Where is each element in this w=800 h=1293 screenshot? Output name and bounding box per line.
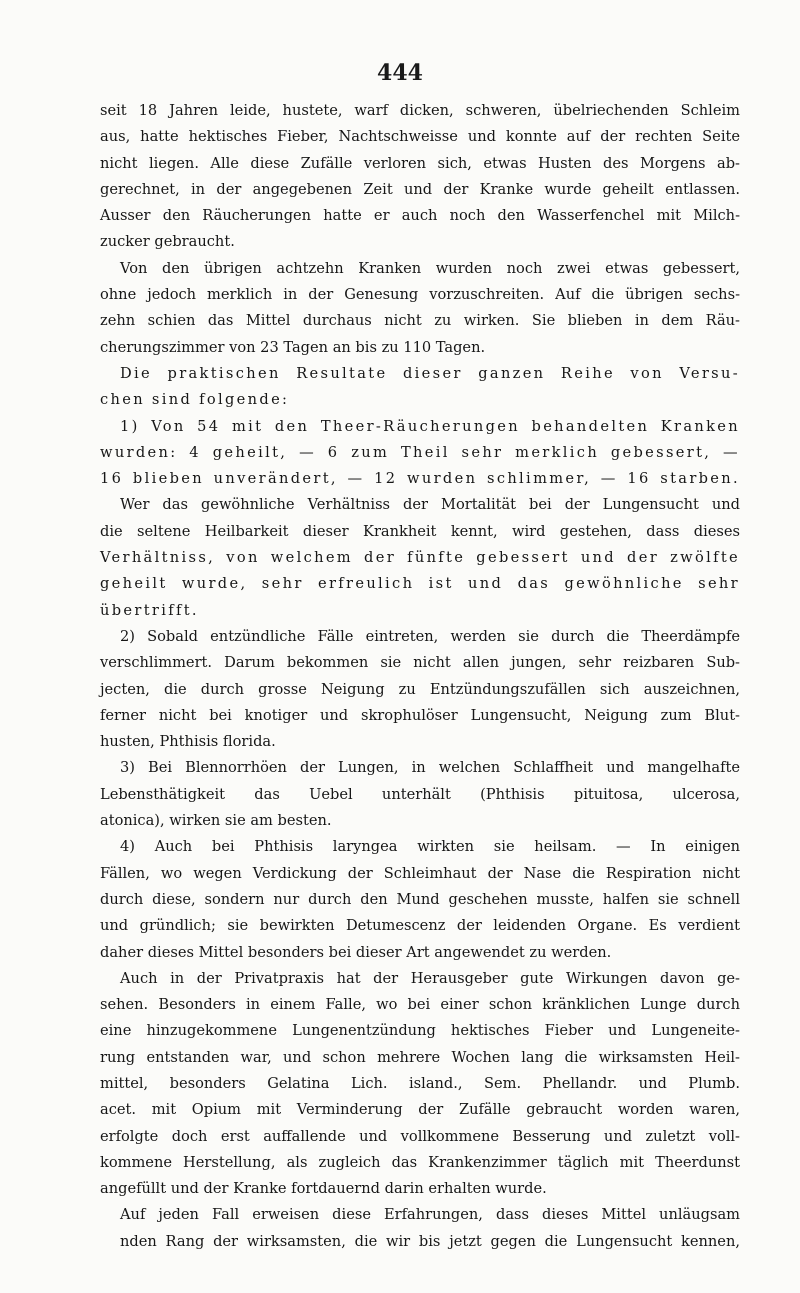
text-line: 16 blieben unverändert, — 12 wurden schlimmer, — 16 starben. bbox=[100, 470, 740, 488]
text-line: verschlimmert. Darum bekommen sie nicht allen jungen, sehr reizbaren Sub- bbox=[100, 654, 740, 672]
text-line: 1) Von 54 mit den Theer-Räucherungen behandelten Kranken bbox=[120, 417, 740, 435]
body-text bbox=[100, 98, 740, 1255]
text-line: Auch in der Privatpraxis hat der Herausgeber gute Wirkungen davon ge- bbox=[120, 969, 740, 987]
text-line: übertrifft. bbox=[100, 601, 199, 619]
text-line: erfolgte doch erst auffallende und vollkommene Besserung und zuletzt voll- bbox=[100, 1127, 740, 1145]
text-line: Von den übrigen achtzehn Kranken wurden noch zwei etwas gebessert, bbox=[120, 259, 740, 277]
text-line: aus, hatte hektisches Fieber, Nachtschweisse und konnte auf der rechten Seite bbox=[100, 128, 740, 146]
text-line: husten, Phthisis florida. bbox=[100, 733, 276, 751]
text-line: zucker gebraucht. bbox=[100, 233, 235, 251]
text-line: nicht liegen. Alle diese Zufälle verloren sich, etwas Husten des Morgens ab- bbox=[100, 154, 740, 172]
text-line: 2) Sobald entzündliche Fälle eintreten, werden sie durch die Theerdämpfe bbox=[120, 627, 740, 645]
text-line: daher dieses Mittel besonders bei dieser Art angewendet zu werden. bbox=[100, 943, 612, 961]
text-line: 4) Auch bei Phthisis laryngea wirkten sie heilsam. — In einigen bbox=[120, 838, 740, 856]
text-line: ferner nicht bei knotiger und skrophulöser Lungensucht, Neigung zum Blut- bbox=[100, 706, 740, 724]
text-line: atonica), wirken sie am besten. bbox=[100, 812, 332, 830]
text-line: Fällen, wo wegen Verdickung der Schleimhaut der Nase die Respiration nicht bbox=[100, 864, 740, 882]
text-line: zehn schien das Mittel durchaus nicht zu wirken. Sie blieben in dem Räu- bbox=[100, 312, 740, 330]
text-line: cherungszimmer von 23 Tagen an bis zu 110 Tagen. bbox=[100, 338, 486, 356]
text-line: sehen. Besonders in einem Falle, wo bei einer schon kränklichen Lunge durch bbox=[100, 996, 740, 1014]
text-line: ohne jedoch merklich in der Genesung vorzuschreiten. Auf die übrigen sechs- bbox=[100, 286, 740, 304]
text-line: gerechnet, in der angegebenen Zeit und der Kranke wurde geheilt entlassen. bbox=[100, 180, 740, 198]
text-line: geheilt wurde, sehr erfreulich ist und das gewöhnliche sehr bbox=[100, 575, 740, 593]
page-number: 444 bbox=[377, 60, 423, 86]
text-line: acet. mit Opium mit Verminderung der Zufälle gebraucht worden waren, bbox=[100, 1101, 740, 1119]
text-line: kommene Herstellung, als zugleich das Krankenzimmer täglich mit Theerdunst bbox=[100, 1153, 740, 1171]
text-line: Die praktischen Resultate dieser ganzen Reihe von Versu- bbox=[120, 364, 740, 382]
text-line: Wer das gewöhnliche Verhältniss der Mortalität bei der Lungensucht und bbox=[120, 496, 740, 514]
text-line: 3) Bei Blennorrhöen der Lungen, in welchen Schlaffheit und mangelhafte bbox=[120, 759, 740, 777]
text-line: mittel, besonders Gelatina Lich. island., Sem. Phellandr. und Plumb. bbox=[100, 1074, 740, 1092]
text-line: Auf jeden Fall erweisen diese Erfahrungen, dass dieses Mittel unläugsam bbox=[120, 1206, 740, 1224]
text-line: und gründlich; sie bewirkten Detumescenz der leidenden Organe. Es verdient bbox=[100, 917, 740, 935]
text-line: die seltene Heilbarkeit dieser Krankheit kennt, wird gestehen, dass dieses bbox=[100, 522, 740, 540]
text-line: rung entstanden war, und schon mehrere Wochen lang die wirksamsten Heil- bbox=[100, 1048, 740, 1066]
text-line: Ausser den Räucherungen hatte er auch noch den Wasserfenchel mit Milch- bbox=[100, 207, 740, 225]
text-line: seit 18 Jahren leide, hustete, warf dicken, schweren, übelriechenden Schleim bbox=[100, 102, 740, 119]
text-line: angefüllt und der Kranke fortdauernd darin erhalten wurde. bbox=[100, 1180, 547, 1198]
text-line: eine hinzugekommene Lungenentzündung hektisches Fieber und Lungeneite- bbox=[100, 1022, 740, 1040]
text-line: chen sind folgende: bbox=[100, 391, 290, 409]
text-line: wurden: 4 geheilt, — 6 zum Theil sehr merklich gebessert, — bbox=[100, 443, 740, 461]
text-line: Verhältniss, von welchem der fünfte gebessert und der zwölfte bbox=[100, 549, 740, 567]
text-line: Lebensthätigkeit das Uebel unterhält (Phthisis pituitosa, ulcerosa, bbox=[100, 785, 740, 803]
text-line: nden Rang der wirksamsten, die wir bis jetzt gegen die Lungensucht kennen, bbox=[120, 1232, 740, 1250]
text-line: jecten, die durch grosse Neigung zu Entzündungszufällen sich auszeichnen, bbox=[100, 680, 740, 698]
text-line: durch diese, sondern nur durch den Mund geschehen musste, halfen sie schnell bbox=[100, 890, 740, 908]
